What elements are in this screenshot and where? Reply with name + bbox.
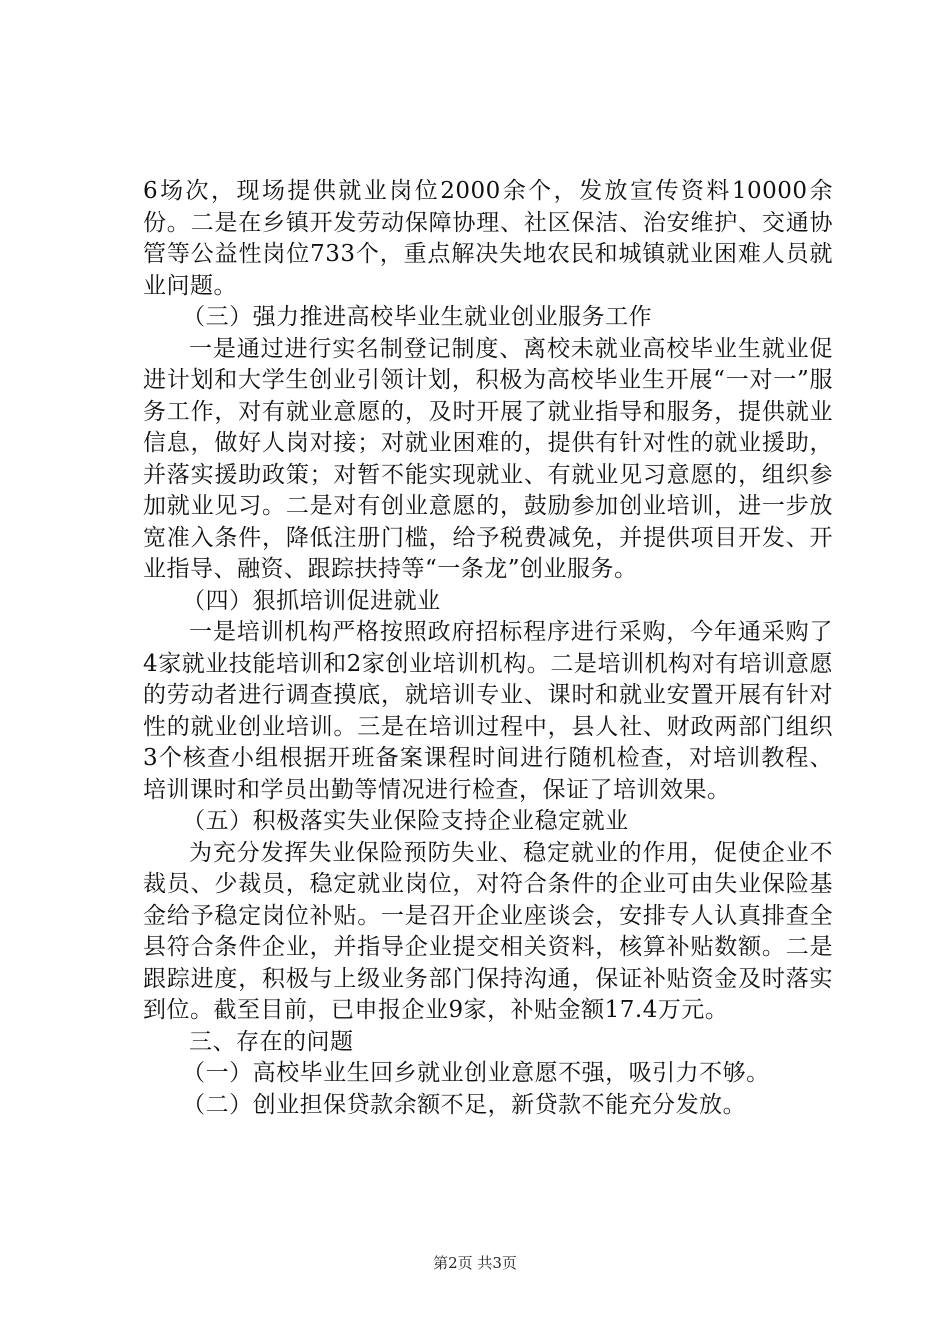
document-body <box>143 176 833 1121</box>
section-heading-problems: 三、存在的问题 <box>189 1028 354 1055</box>
section-heading-4: （四）狠抓培训促进就业 <box>182 587 441 614</box>
page-number-footer: 第2页 共3页 <box>433 1254 517 1272</box>
paragraph-graduates: 一是通过进行实名制登记制度、离校未就业高校毕业生就业促进计划和大学生创业引领计划，积极为高校毕业生开展“一对一”服务工作，对有就业意愿的，及时开展了就业指导和服务，提供就业信息，做好人岗对接；对就业困难的，提供有针对性的就业援助，并落实援助政策；对暂不能实现就业、有就业见习意愿的，组织参加就业见习。二是对有创业意愿的，鼓励参加创业培训，进一步放宽准入条件，降低注册门槛，给予税费减免，并提供项目开发、开业指导、融资、跟踪扶持等“一条龙”创业服务。 <box>143 335 833 582</box>
problem-item-2: （二）创业担保贷款余额不足，新贷款不能充分发放。 <box>182 1091 747 1118</box>
section-heading-3: （三）强力推进高校毕业生就业创业服务工作 <box>182 304 653 330</box>
paragraph-training: 一是培训机构严格按照政府招标程序进行采购，今年通采购了4家就业技能培训和2家创业培训机构。二是培训机构对有培训意愿的劳动者进行调查摸底，就培训专业、课时和就业安置开展有针对性的就业创业培训。三是在培训过程中，县人社、财政两部门组织3个核查小组根据开班备案课程时间进行随机检查，对培训教程、培训课时和学员出勤等情况进行检查，保证了培训效果。 <box>143 619 833 803</box>
problem-item-1: （一）高校毕业生回乡就业创业意愿不强，吸引力不够。 <box>182 1060 770 1086</box>
paragraph-unemployment-insurance: 为充分发挥失业保险预防失业、稳定就业的作用，促使企业不裁员、少裁员，稳定就业岗位，对符合条件的企业可由失业保险基金给予稳定岗位补贴。一是召开企业座谈会，安排专人认真排查全县符合条件企业，并指导企业提交相关资料，核算补贴数额。二是跟踪进度，积极与上级业务部门保持沟通，保证补贴资金及时落实到位。截至目前，已申报企业9家，补贴金额17.4万元。 <box>143 839 833 1023</box>
paragraph-continuation: 6场次，现场提供就业岗位2000余个，发放宣传资料10000余份。二是在乡镇开发劳动保障协理、社区保洁、治安维护、交通协管等公益性岗位733个，重点解决失地农民和城镇就业困难人员就业问题。 <box>143 178 833 299</box>
section-heading-5: （五）积极落实失业保险支持企业稳定就业 <box>182 808 629 834</box>
